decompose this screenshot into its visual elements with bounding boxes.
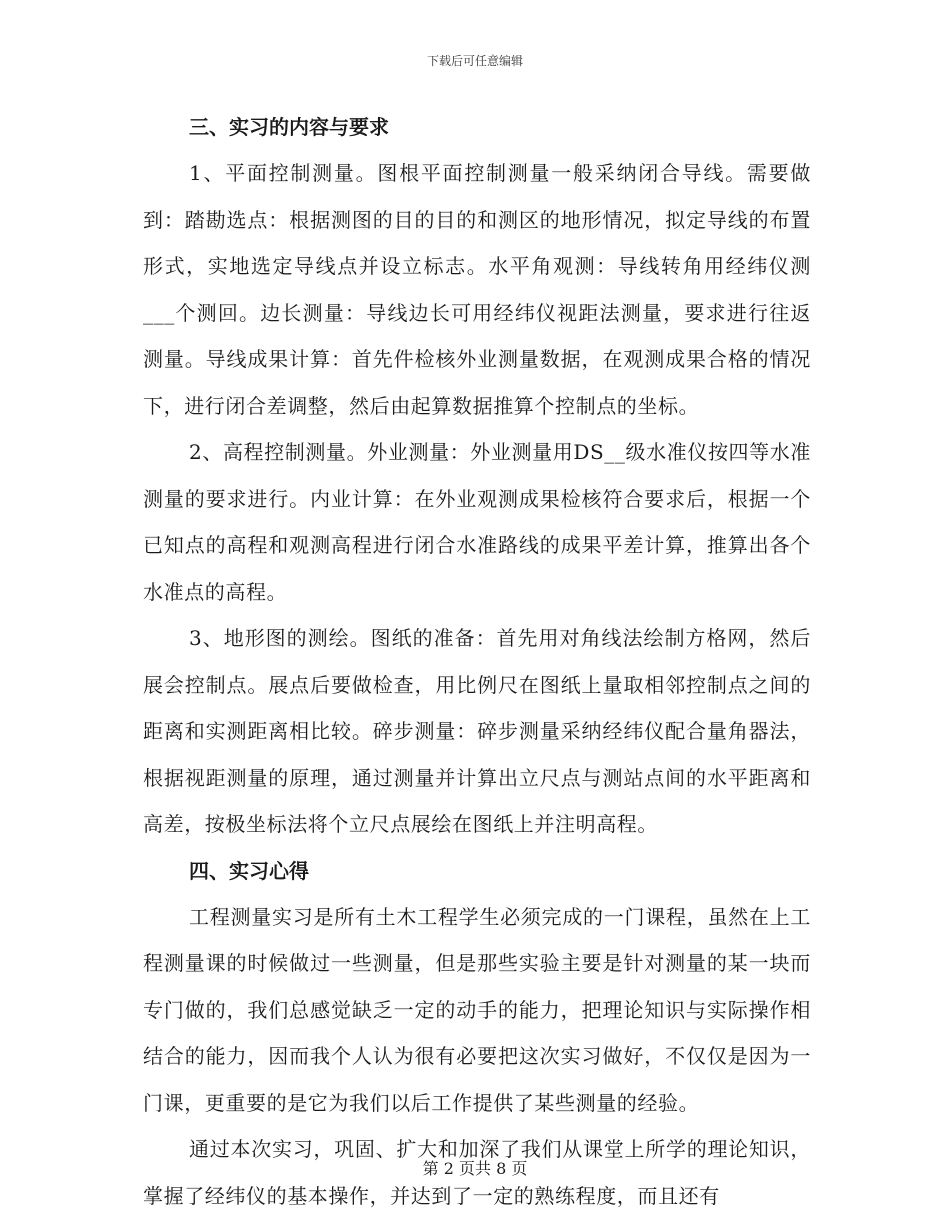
paragraph-plane-control: 1、平面控制测量。图根平面控制测量一般采纳闭合导线。需要做到：踏勘选点：根据测图的目的目的和测区的地形情况，拟定导线的布置形式，实地选定导线点并设立标志。水平角观测：导线转角用经纬仪测___个测回。边长测量：导线边长可用经纬仪视距法测量，要求进行往返测量。导线成果计算：首先件检核外业测量数据，在观测成果合格的情况下，进行闭合差调整，然后由起算数据推算个控制点的坐标。 xyxy=(143,161,811,418)
section-heading-4: 四、实习心得 xyxy=(189,858,309,883)
page-number: 第 2 页共 8 页 xyxy=(422,1159,528,1178)
page-header: 下载后可任意编辑 xyxy=(426,54,523,68)
paragraph-topographic-map: 3、地形图的测绘。图纸的准备：首先用对角线法绘制方格网，然后展会控制点。展点后要做检查，用比例尺在图纸上量取相邻控制点之间的距离和实测距离相比较。碎步测量：碎步测量采纳经纬仪配合量角器法，根据视距测量的原理，通过测量并计算出立尺点与测站点间的水平距离和高差，按极坐标法将个立尺点展绘在图纸上并注明高程。 xyxy=(143,626,811,836)
paragraph-elevation-control: 2、高程控制测量。外业测量：外业测量用DS__级水准仪按四等水准测量的要求进行。内业计算：在外业观测成果检核符合要求后，根据一个已知点的高程和观测高程进行闭合水准路线的成果平差计算，推算出各个水准点的高程。 xyxy=(143,440,811,604)
paragraph-experience-2: 通过本次实习，巩固、扩大和加深了我们从课堂上所学的理论知识，掌握了经纬仪的基本操作，并达到了一定的熟练程度，而且还有 xyxy=(143,1137,811,1208)
paragraph-experience-1: 工程测量实习是所有土木工程学生必须完成的一门课程，虽然在上工程测量课的时候做过一些测量，但是那些实验主要是针对测量的某一块而专门做的，我们总感觉缺乏一定的动手的能力，把理论知识与实际操作相结合的能力，因而我个人认为很有必要把这次实习做好，不仅仅是因为一门课，更重要的是它为我们以后工作提供了某些测量的经验。 xyxy=(143,904,811,1115)
section-heading-3: 三、实习的内容与要求 xyxy=(189,115,389,139)
document-body xyxy=(143,104,811,1219)
